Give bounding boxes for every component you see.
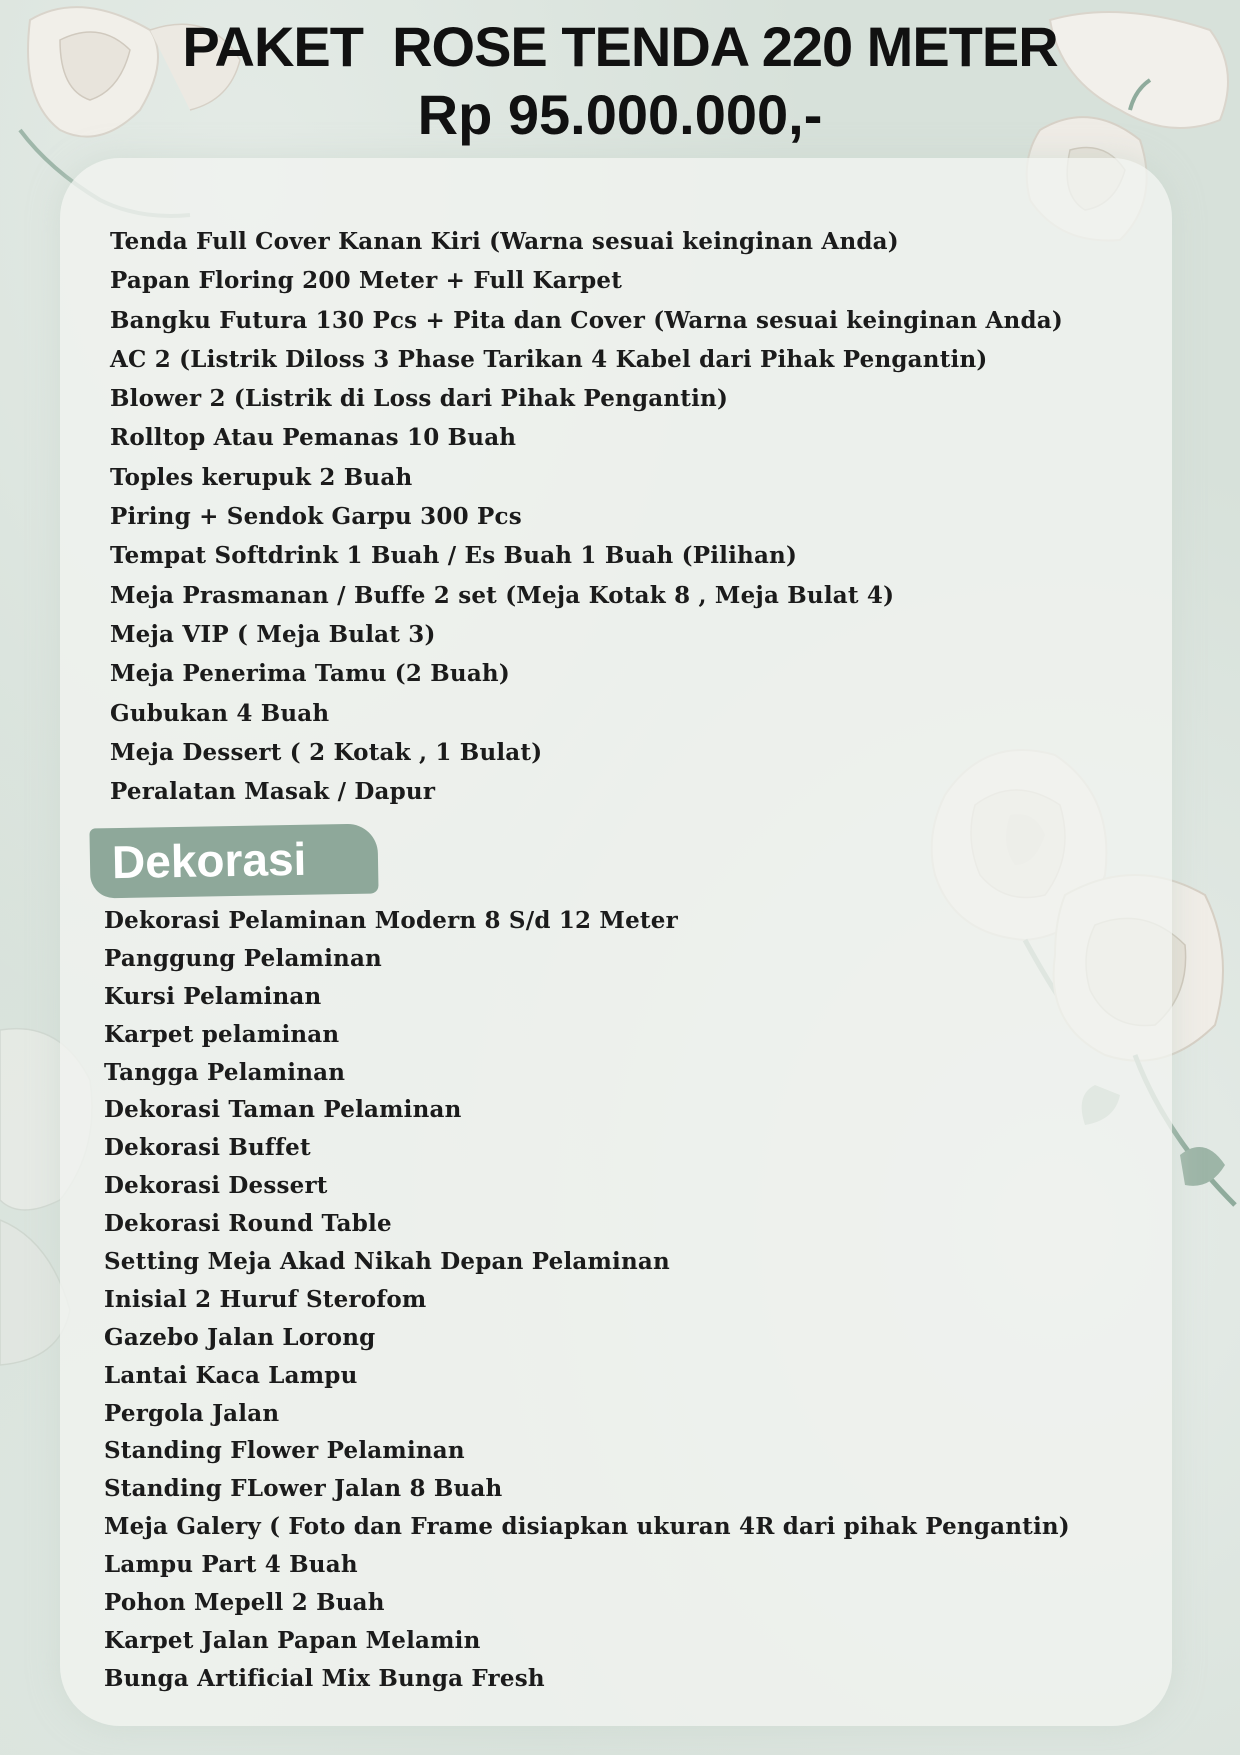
list-item: Meja Galery ( Foto dan Frame disiapkan ukuran 4R dari pihak Pengantin) (104, 1513, 1070, 1541)
list-item: Peralatan Masak / Dapur (110, 778, 436, 806)
list-item: Papan Floring 200 Meter + Full Karpet (110, 267, 623, 295)
list-item: Rolltop Atau Pemanas 10 Buah (110, 424, 517, 452)
list-item: Pohon Mepell 2 Buah (104, 1589, 385, 1617)
decoration-heading-badge (89, 823, 378, 898)
list-item: Panggung Pelaminan (104, 944, 382, 972)
list-item: Kursi Pelaminan (104, 982, 322, 1010)
list-item: Karpet Jalan Papan Melamin (104, 1626, 481, 1654)
list-item: Toples kerupuk 2 Buah (110, 463, 413, 491)
list-item: Tenda Full Cover Kanan Kiri (Warna sesuai keinginan Anda) (110, 228, 899, 255)
list-item: Dekorasi Buffet (104, 1134, 311, 1162)
list-item: Meja Dessert ( 2 Kotak , 1 Bulat) (110, 738, 543, 766)
package-title: PAKET ROSE TENDA 220 METER (182, 15, 1058, 78)
list-item: Dekorasi Dessert (104, 1172, 328, 1200)
package-price: Rp 95.000.000,- (417, 83, 823, 146)
list-item: Blower 2 (Listrik di Loss dari Pihak Pengantin) (110, 385, 729, 413)
list-item: Tempat Softdrink 1 Buah / Es Buah 1 Buah (Pilihan) (110, 542, 798, 570)
list-item: Gubukan 4 Buah (110, 699, 330, 727)
list-item: Standing Flower Pelaminan (104, 1437, 465, 1465)
decoration-heading: Dekorasi (111, 832, 307, 889)
list-item: Karpet pelaminan (104, 1020, 340, 1048)
list-item: Bunga Artificial Mix Bunga Fresh (104, 1664, 545, 1692)
header (0, 14, 1240, 150)
list-item: Dekorasi Round Table (104, 1210, 392, 1238)
list-item: Dekorasi Taman Pelaminan (104, 1096, 462, 1124)
equipment-list (110, 222, 1063, 811)
list-item: Meja Penerima Tamu (2 Buah) (110, 660, 510, 688)
decoration-list (104, 902, 1070, 1698)
list-item: Meja VIP ( Meja Bulat 3) (110, 620, 436, 648)
list-item: Gazebo Jalan Lorong (104, 1323, 376, 1351)
list-item: Standing FLower Jalan 8 Buah (104, 1475, 503, 1503)
list-item: Lampu Part 4 Buah (104, 1551, 358, 1579)
list-item: Meja Prasmanan / Buffe 2 set (Meja Kotak 8 , Meja Bulat 4) (110, 581, 895, 609)
list-item: Setting Meja Akad Nikah Depan Pelaminan (104, 1248, 670, 1276)
list-item: Lantai Kaca Lampu (104, 1361, 358, 1389)
list-item: Pergola Jalan (104, 1399, 280, 1427)
list-item: Dekorasi Pelaminan Modern 8 S/d 12 Meter (104, 907, 678, 934)
list-item: Bangku Futura 130 Pcs + Pita dan Cover (Warna sesuai keinginan Anda) (110, 306, 1063, 334)
list-item: AC 2 (Listrik Diloss 3 Phase Tarikan 4 Kabel dari Pihak Pengantin) (110, 345, 988, 373)
list-item: Tangga Pelaminan (104, 1058, 346, 1086)
list-item: Inisial 2 Huruf Sterofom (104, 1285, 427, 1313)
list-item: Piring + Sendok Garpu 300 Pcs (110, 503, 522, 531)
